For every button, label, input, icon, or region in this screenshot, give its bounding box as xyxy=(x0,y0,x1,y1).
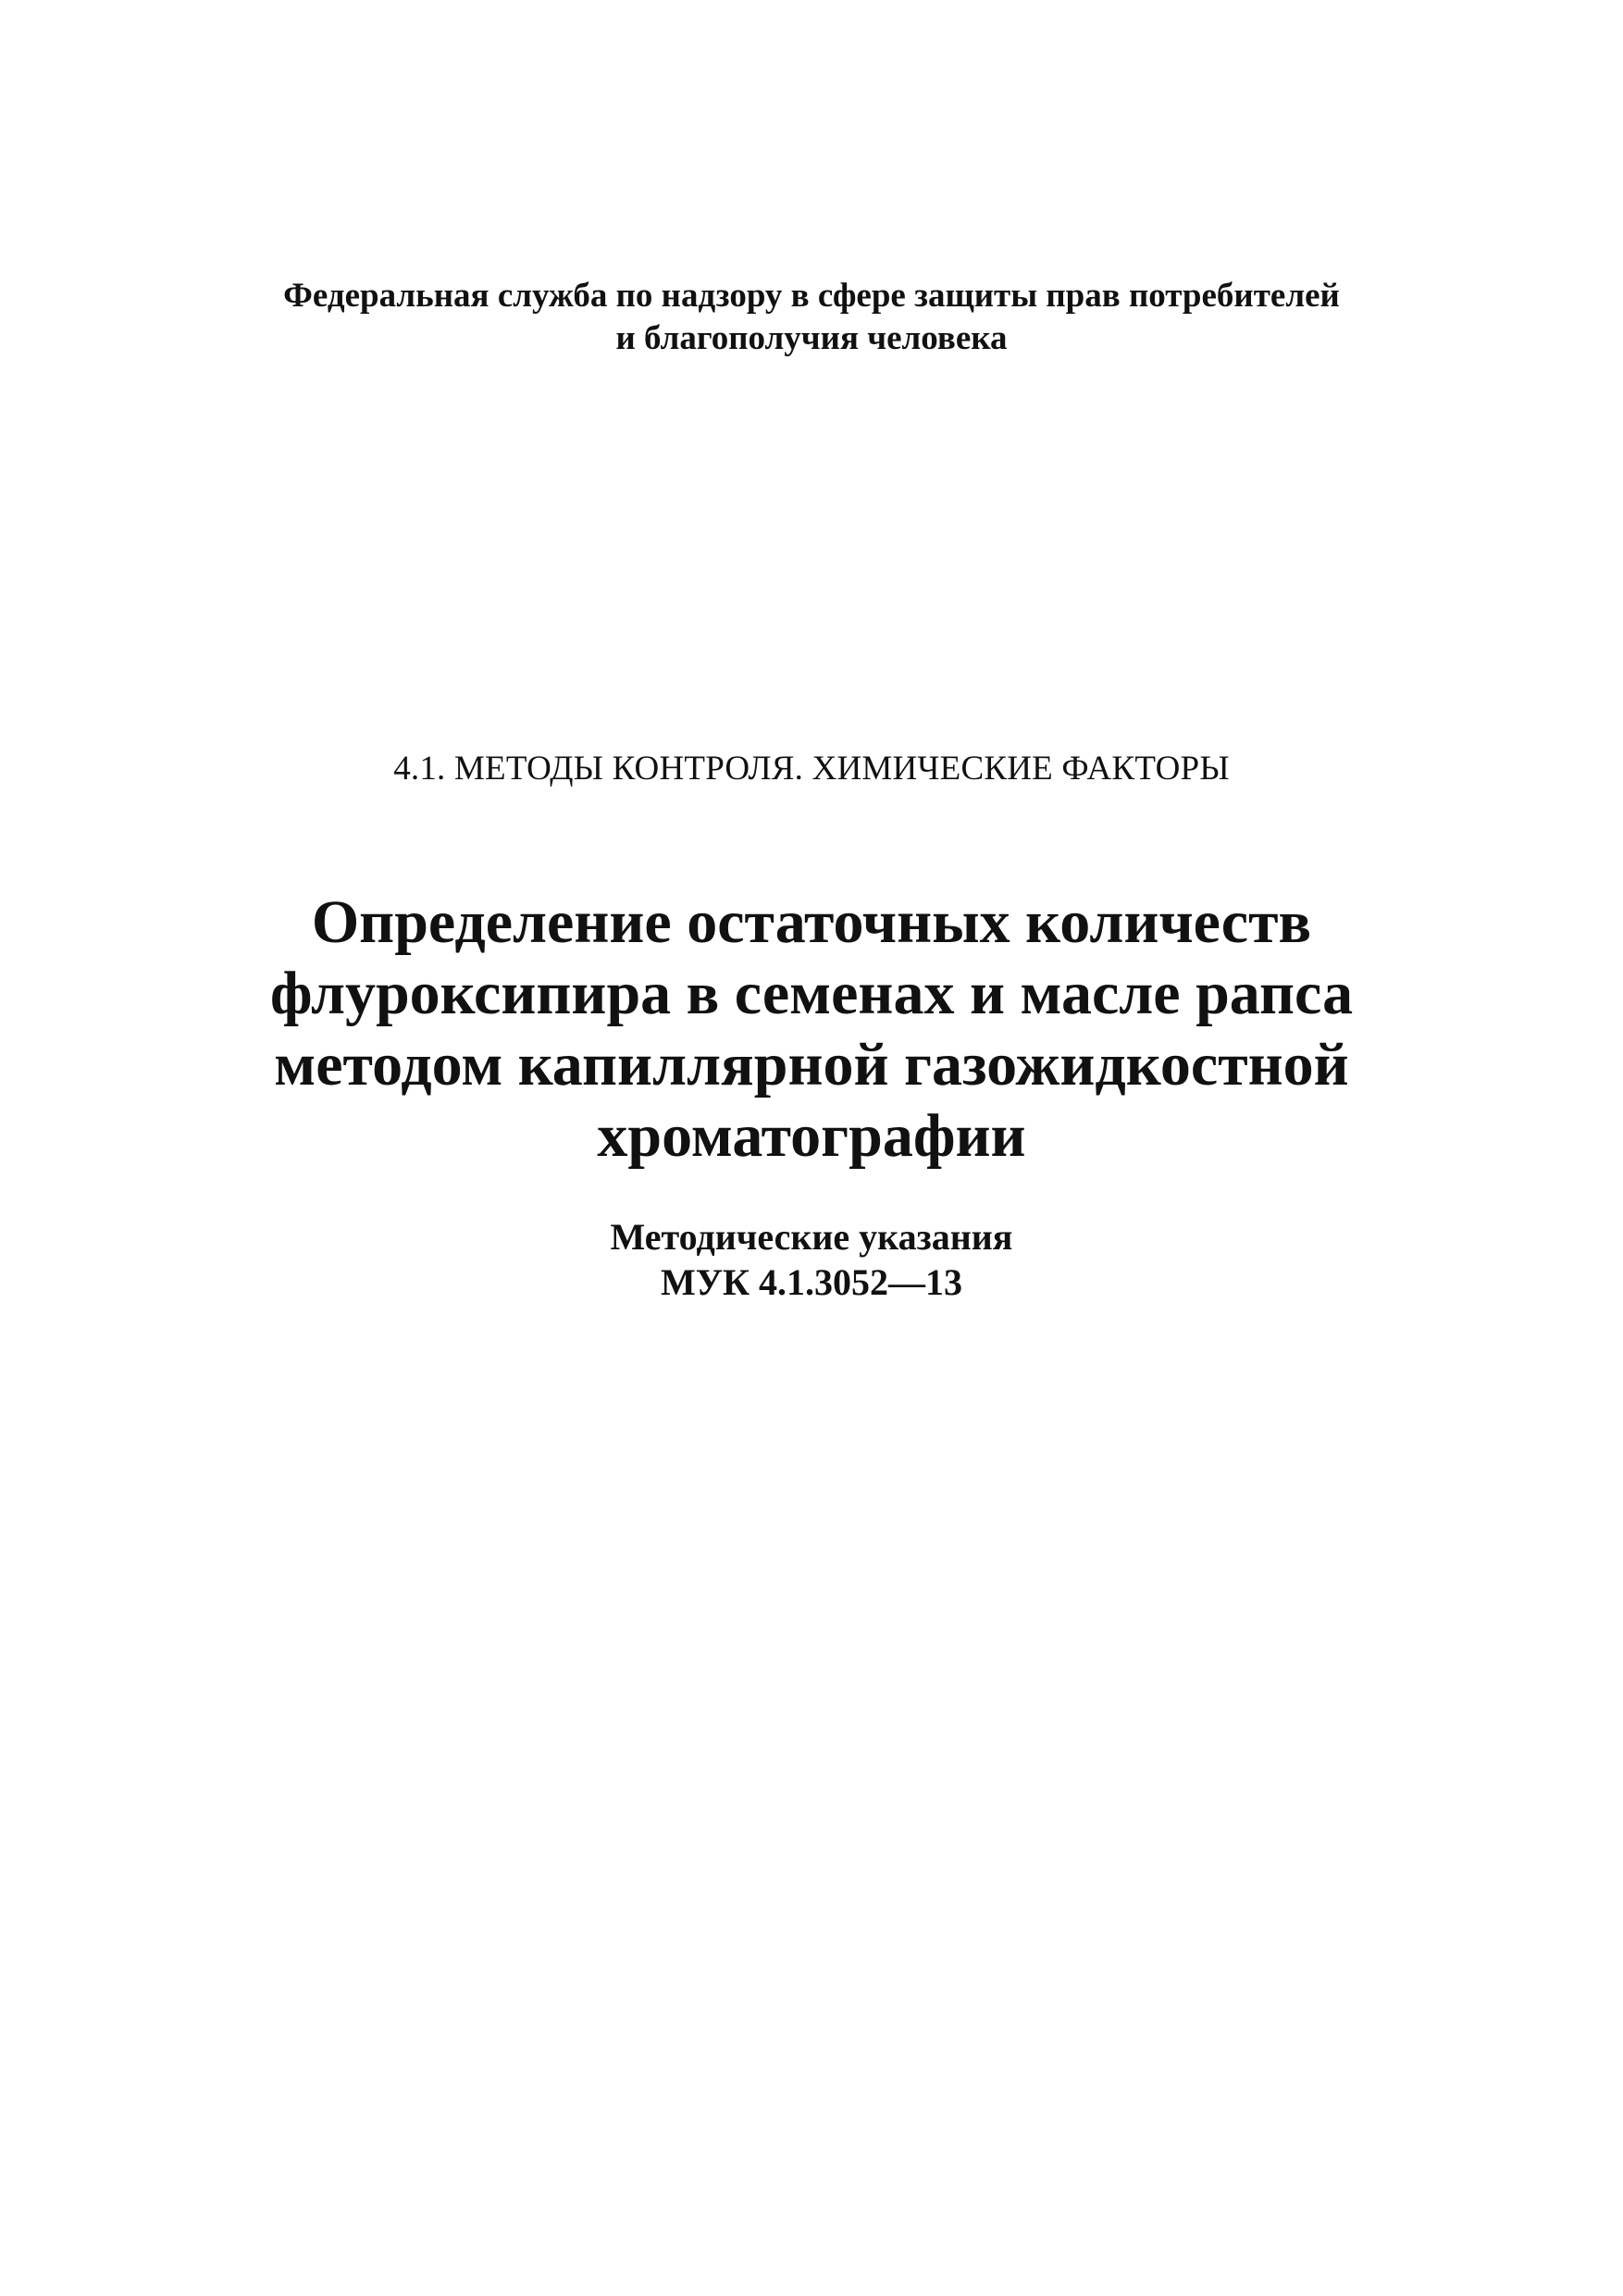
title-line-3: методом капиллярной газожидкостной xyxy=(274,1031,1349,1098)
agency-line-2: и благополучия человека xyxy=(615,319,1008,357)
section-heading: 4.1. МЕТОДЫ КОНТРОЛЯ. ХИМИЧЕСКИЕ ФАКТОРЫ xyxy=(393,750,1230,788)
issuing-agency xyxy=(0,275,1623,360)
title-line-1: Определение остаточных количеств xyxy=(311,888,1312,956)
document-type: Методические указания xyxy=(610,1216,1013,1258)
document-code: МУК 4.1.3052—13 xyxy=(660,1261,963,1303)
document-designation xyxy=(0,1214,1623,1305)
title-line-4: хроматографии xyxy=(597,1102,1026,1170)
agency-line-1: Федеральная служба по надзору в сфере защиты прав потребителей xyxy=(283,277,1340,315)
document-title xyxy=(0,887,1623,1172)
title-line-2: флуроксипира в семенах и масле рапса xyxy=(269,960,1354,1027)
